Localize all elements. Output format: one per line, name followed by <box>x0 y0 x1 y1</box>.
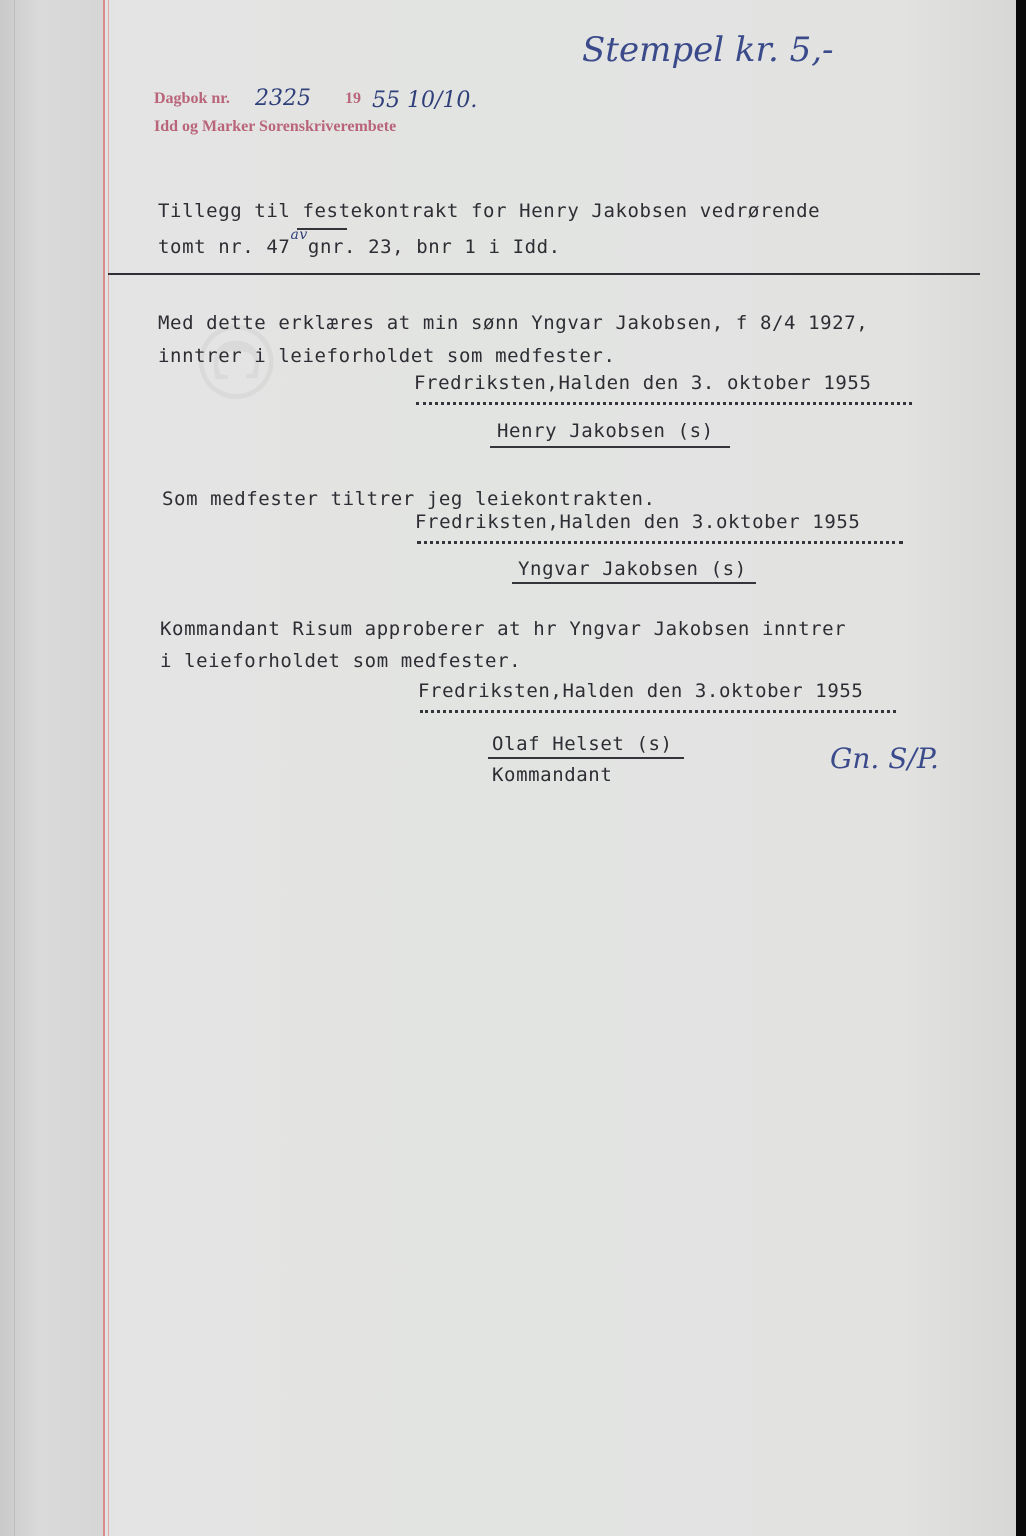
handwritten-insert: av <box>290 227 308 243</box>
journal-number: 2325 <box>255 86 311 111</box>
handwritten-initials: Gn. S/P. <box>830 742 939 775</box>
dotted-line-1 <box>416 402 912 405</box>
document-title-line2 <box>158 227 561 258</box>
binding-margin <box>0 0 104 1536</box>
approval-line1: Kommandant Risum approberer at hr Yngvar Jakobsen inntrer <box>160 618 847 640</box>
accession-line1: Som medfester tiltrer jeg leiekontrakten. <box>162 488 656 510</box>
place-date-3: Fredriksten,Halden den 3.oktober 1955 <box>418 680 864 702</box>
signature-underline-2 <box>512 582 756 584</box>
signature-yngvar: Yngvar Jakobsen (s) <box>518 558 747 580</box>
registry-stamp-line1 <box>154 90 230 108</box>
document-title-line1: Tillegg til festekontrakt for Henry Jakobsen vedrørende <box>158 200 821 222</box>
signatory-role: Kommandant <box>492 764 613 786</box>
journal-date: 55 10/10. <box>372 88 478 113</box>
place-date-2: Fredriksten,Halden den 3.oktober 1955 <box>415 511 861 533</box>
title-property: gnr. 23, bnr 1 i Idd. <box>307 236 561 258</box>
stamp-year-prefix: 19 <box>345 90 361 107</box>
show-through-text: © <box>176 320 298 425</box>
signature-henry: Henry Jakobsen (s) <box>497 420 714 442</box>
registry-stamp-line2: Idd og Marker Sorenskriverembete <box>154 118 397 135</box>
margin-rule-left <box>103 0 105 1536</box>
page-fold-line <box>14 0 15 1536</box>
place-date-1: Fredriksten,Halden den 3. oktober 1955 <box>414 372 872 394</box>
dotted-line-2 <box>417 541 903 544</box>
margin-rule-right <box>108 0 109 1536</box>
declaration-line2: inntrer i leieforholdet som medfester. <box>158 345 616 367</box>
declaration-line1: Med dette erklæres at min sønn Yngvar Jakobsen, f 8/4 1927, <box>158 312 869 334</box>
signature-underline-3 <box>488 757 684 759</box>
signature-underline-1 <box>490 446 730 448</box>
title-underline <box>297 228 347 230</box>
title-plot-number: tomt nr. 47 <box>158 236 291 258</box>
stamp-duty-note: Stempel kr. 5,- <box>582 30 834 70</box>
signature-olaf: Olaf Helset (s) <box>492 733 673 755</box>
approval-line2: i leieforholdet som medfester. <box>160 650 522 672</box>
section-divider <box>108 273 980 275</box>
stamp-label: Dagbok nr. <box>154 90 230 107</box>
dotted-line-3 <box>420 710 896 713</box>
